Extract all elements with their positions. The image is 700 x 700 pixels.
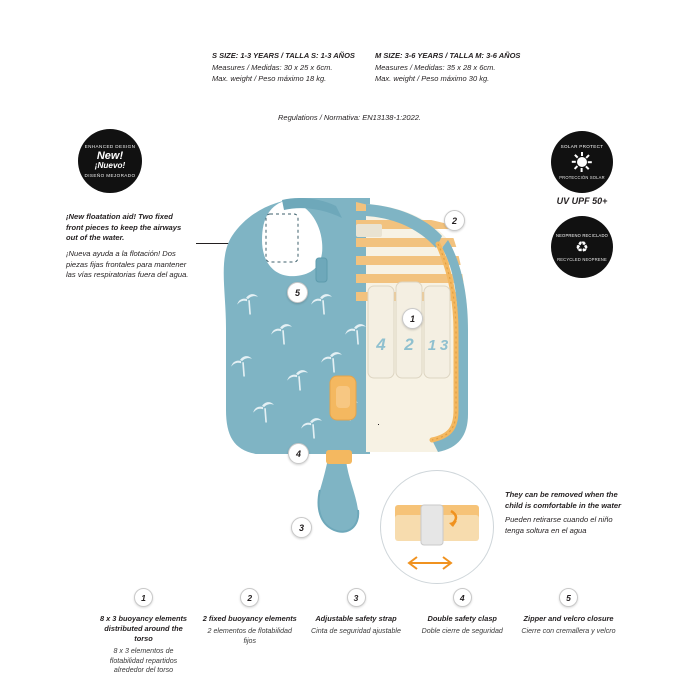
legend-es-5: Cierre con cremallera y velcro <box>521 626 616 635</box>
spec-size-s-weight: Max. weight / Peso máximo 18 kg. <box>212 74 327 84</box>
legend-es-4: Doble cierre de seguridad <box>421 626 503 635</box>
callout-removable <box>505 490 633 537</box>
spec-size-s-title: S SIZE: 1-3 YEARS / TALLA S: 1-3 AÑOS <box>212 51 355 60</box>
badge-new <box>78 129 142 193</box>
legend-item-1 <box>96 588 191 678</box>
spec-size-m <box>375 50 535 85</box>
badge-neoprene-line2: RECYCLED NEOPRENE <box>557 256 607 262</box>
legend-es-1: 8 x 3 elementos de flotabilidad repartidos alrededor del torso <box>109 646 178 675</box>
recycle-icon: ♻ <box>575 238 589 256</box>
legend-item-5 <box>521 588 616 678</box>
callout-front-pieces-es: ¡Nueva ayuda a la flotación! Dos piezas fijas frontales para mantener las vías respiratorias fuera del agua. <box>66 248 189 280</box>
marker-4[interactable]: 4 <box>288 443 309 464</box>
marker-5[interactable]: 5 <box>287 282 308 303</box>
marker-1[interactable]: 1 <box>402 308 423 329</box>
badge-neoprene-line1: NEOPRENO RECICLADO <box>555 232 609 238</box>
badge-solar-line2: PROTECCIÓN SOLAR <box>559 175 605 180</box>
badge-new-arc-bottom: DISEÑO MEJORADO <box>84 173 136 179</box>
legend-en-4: Double safety clasp <box>427 614 497 623</box>
legend-en-5: Zipper and velcro closure <box>523 614 614 623</box>
legend-item-3 <box>309 588 404 678</box>
legend-num-2: 2 <box>240 588 259 607</box>
spec-size-s <box>212 50 372 85</box>
legend <box>96 588 616 678</box>
marker-2[interactable]: 2 <box>444 210 465 231</box>
legend-num-3: 3 <box>347 588 366 607</box>
callout-front-pieces-en: ¡New floatation aid! Two fixed front pieces to keep the airways out of the water. <box>66 212 182 243</box>
callout-removable-es: Pueden retirarse cuando el niño tenga soltura en el agua <box>505 515 613 535</box>
uv-upf-caption: UV UPF 50+ <box>556 196 608 206</box>
buoyancy-pads <box>368 282 450 378</box>
spec-size-s-measures: Measures / Medidas: 30 x 25 x 6cm. <box>212 62 333 72</box>
legend-en-1: 8 x 3 buoyancy elements distributed around the torso <box>99 614 188 643</box>
svg-text:4: 4 <box>376 335 386 354</box>
legend-en-3: Adjustable safety strap <box>315 614 397 623</box>
spec-size-m-measures: Measures / Medidas: 35 x 28 x 6cm. <box>375 62 496 72</box>
badge-solar-line1: SOLAR PROTECT <box>560 144 604 149</box>
spec-size-m-weight: Max. weight / Peso máximo 30 kg. <box>375 74 490 84</box>
regulations-text: Regulations / Normativa: EN13138-1:2022. <box>278 113 421 122</box>
spec-size-m-title: M SIZE: 3-6 YEARS / TALLA M: 3-6 AÑOS <box>375 51 521 60</box>
badge-recycled-neoprene <box>551 216 613 278</box>
callout-removable-en: They can be removed when the child is comfortable in the water <box>505 490 622 510</box>
marker-3[interactable]: 3 <box>291 517 312 538</box>
sun-icon <box>572 152 592 172</box>
legend-es-2: 2 elementos de flotabilidad fijos <box>207 626 292 645</box>
legend-num-4: 4 <box>453 588 472 607</box>
brand-tag <box>356 224 382 237</box>
legend-num-5: 5 <box>559 588 578 607</box>
legend-item-4 <box>415 588 510 678</box>
svg-text:1: 1 <box>427 337 437 354</box>
legend-en-2: 2 fixed buoyancy elements <box>202 614 297 623</box>
badge-new-line1: New! <box>96 149 124 162</box>
legend-es-3: Cinta de seguridad ajustable <box>311 626 401 635</box>
badge-new-line2: ¡Nuevo! <box>94 161 126 171</box>
legend-num-1: 1 <box>134 588 153 607</box>
badge-new-arc-top: ENHANCED DESIGN <box>84 143 136 149</box>
badge-solar-protect <box>551 131 613 193</box>
removable-pad-detail <box>380 470 494 584</box>
legend-item-2 <box>202 588 297 678</box>
leader-line-detail <box>378 424 379 425</box>
svg-text:3: 3 <box>439 337 449 354</box>
svg-text:2: 2 <box>404 335 414 354</box>
